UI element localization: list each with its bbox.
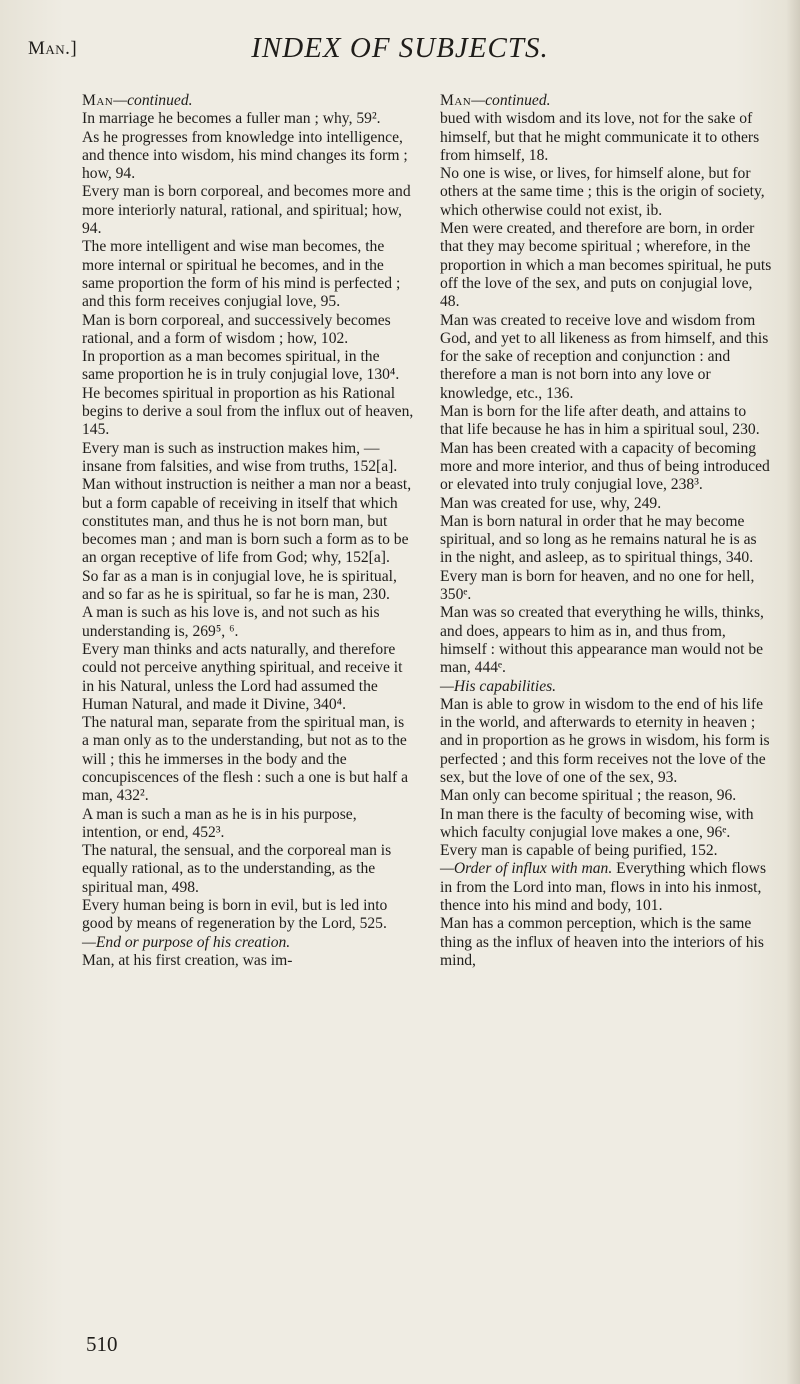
index-entry: Men were created, and therefore are born, in order that they may become spiritual ; wherefore, in the proportion in which a man becomes spiritual, he puts off the love of the sex, and puts on conjugial love, 48.: [440, 220, 772, 311]
page-number: 510: [86, 1332, 118, 1356]
index-entry: Every man is born for heaven, and no one for hell, 350ᵉ.: [440, 567, 755, 604]
subheading-text: Everything which flows in from the Lord into man, flows in into his inmost, thence into his mind and body, 101.: [440, 860, 767, 915]
index-entry: Man, at his first creation, was im-: [82, 951, 293, 969]
right-column-heading: [440, 92, 772, 110]
index-entry: In proportion as a man becomes spiritual, in the same proportion he is in truly conjugial love, 130⁴.: [82, 348, 400, 384]
index-entry-with-subheading: [440, 860, 772, 915]
page-edge-shadow: [786, 0, 800, 1384]
index-subheading: —Order of influx with man.: [440, 860, 613, 878]
index-entry: The more intelligent and wise man becomes, the more internal or spiritual he becomes, and in the same proportion the form of his mind is perfected ; and this form receives conjugial love, 95.: [82, 238, 401, 311]
index-entry: As he progresses from knowledge into intelligence, and thence into wisdom, his mind changes its form ; how, 94.: [82, 128, 408, 183]
running-head-left: Man.]: [28, 38, 78, 59]
index-entry: Every man is born corporeal, and becomes more and more interiorly natural, rational, and spiritual; how, 94.: [82, 183, 411, 238]
index-entry: No one is wise, or lives, for himself alone, but for others at the same time ; this is the origin of society, which otherwise could not exist, ib.: [440, 165, 765, 219]
index-entry: Man was so created that everything he wills, thinks, and does, appears to him as in, and thus from, himself : without this appearance man would not be man, 444ᵉ.: [440, 604, 764, 677]
index-entry: So far as a man is in conjugial love, he is spiritual, and so far as he is spiritual, so far he is man, 230.: [82, 567, 397, 604]
index-entry: Man is able to grow in wisdom to the end of his life in the world, and afterwards to eternity in heaven ; and in proportion as he grows in wisdom, his form is perfected ; and this form receives not the love of the sex, but the love of one of the sex, 93.: [440, 695, 770, 786]
index-entry: In marriage he becomes a fuller man ; why, 59².: [82, 110, 381, 128]
index-entry: Man has a common perception, which is the same thing as the influx of heaven into the interiors of his mind,: [440, 915, 764, 969]
heading-term: Man: [82, 92, 114, 109]
index-entry: The natural man, separate from the spiritual man, is a man only as to the understanding, but not as to the will ; this he immerses in the body and the concupiscences of the flesh : such a one is but half a man, 432².: [82, 714, 409, 805]
index-entry: Man without instruction is neither a man nor a beast, but a form capable of receiving in itself that which constitutes man, and thus he is not born man, but becomes man ; and man is born such a form as to be an organ receptive of life from God; why, 152[a].: [82, 476, 412, 567]
index-entry: Every human being is born in evil, but is led into good by means of regeneration by the Lord, 525.: [82, 897, 388, 933]
index-subheading: —End or purpose of his creation.: [82, 933, 291, 951]
index-entry: A man is such a man as he is in his purpose, intention, or end, 452³.: [82, 805, 357, 841]
heading-continued: —continued.: [471, 92, 551, 109]
heading-continued: —continued.: [113, 92, 193, 109]
index-entry: Man has been created with a capacity of becoming more and more interior, and thus of being introduced or elevated into truly conjugial love, 238³.: [440, 439, 770, 494]
index-entry: Every man is such as instruction makes him, — insane from falsities, and wise from truths, 152[a].: [82, 439, 398, 475]
index-entry: The natural, the sensual, and the corporeal man is equally rational, as to the understanding, as the spiritual man, 498.: [82, 842, 392, 896]
index-entry: He becomes spiritual in proportion as his Rational begins to derive a soul from the influx out of heaven, 145.: [82, 384, 414, 439]
index-entry: Every man is capable of being purified, 152.: [440, 842, 718, 860]
index-entry: A man is such as his love is, and not such as his understanding is, 269⁵, ⁶.: [82, 604, 380, 640]
index-subheading: —His capabilities.: [440, 677, 557, 695]
left-column-heading: [82, 92, 414, 110]
running-head-title: INDEX OF SUBJECTS.: [251, 32, 549, 64]
index-entry: Man is born natural in order that he may become spiritual, and so long as he remains natural he is as in the night, and asleep, as to spiritual things, 340.: [440, 512, 757, 567]
index-entry: In man there is the faculty of becoming wise, with which faculty conjugial love makes a one, 96ᵉ.: [440, 805, 754, 841]
heading-term: Man: [440, 92, 472, 109]
index-entry: Man was created for use, why, 249.: [440, 494, 662, 512]
running-head: [28, 30, 772, 70]
index-entry: bued with wisdom and its love, not for the sake of himself, but that he might communicate it to others from himself, 18.: [440, 110, 760, 164]
right-column: [440, 92, 772, 970]
index-entry: Man only can become spiritual ; the reason, 96.: [440, 787, 737, 805]
index-entry: Every man thinks and acts naturally, and therefore could not perceive anything spiritual, and receive it in his Natural, unless the Lord had assumed the Human Natural, and made it Divine, 340⁴.: [82, 640, 403, 713]
index-entry: Man is born corporeal, and successively becomes rational, and a form of wisdom ; how, 102.: [82, 311, 391, 347]
left-column: [82, 92, 414, 970]
index-entry: Man was created to receive love and wisdom from God, and yet to all likeness as from himself, and this for the sake of reception and conjunction : and therefore a man is not born into any love or knowledge, etc., 136.: [440, 311, 769, 402]
index-entry: Man is born for the life after death, and attains to that life because he has in him a spiritual soul, 230.: [440, 403, 760, 439]
